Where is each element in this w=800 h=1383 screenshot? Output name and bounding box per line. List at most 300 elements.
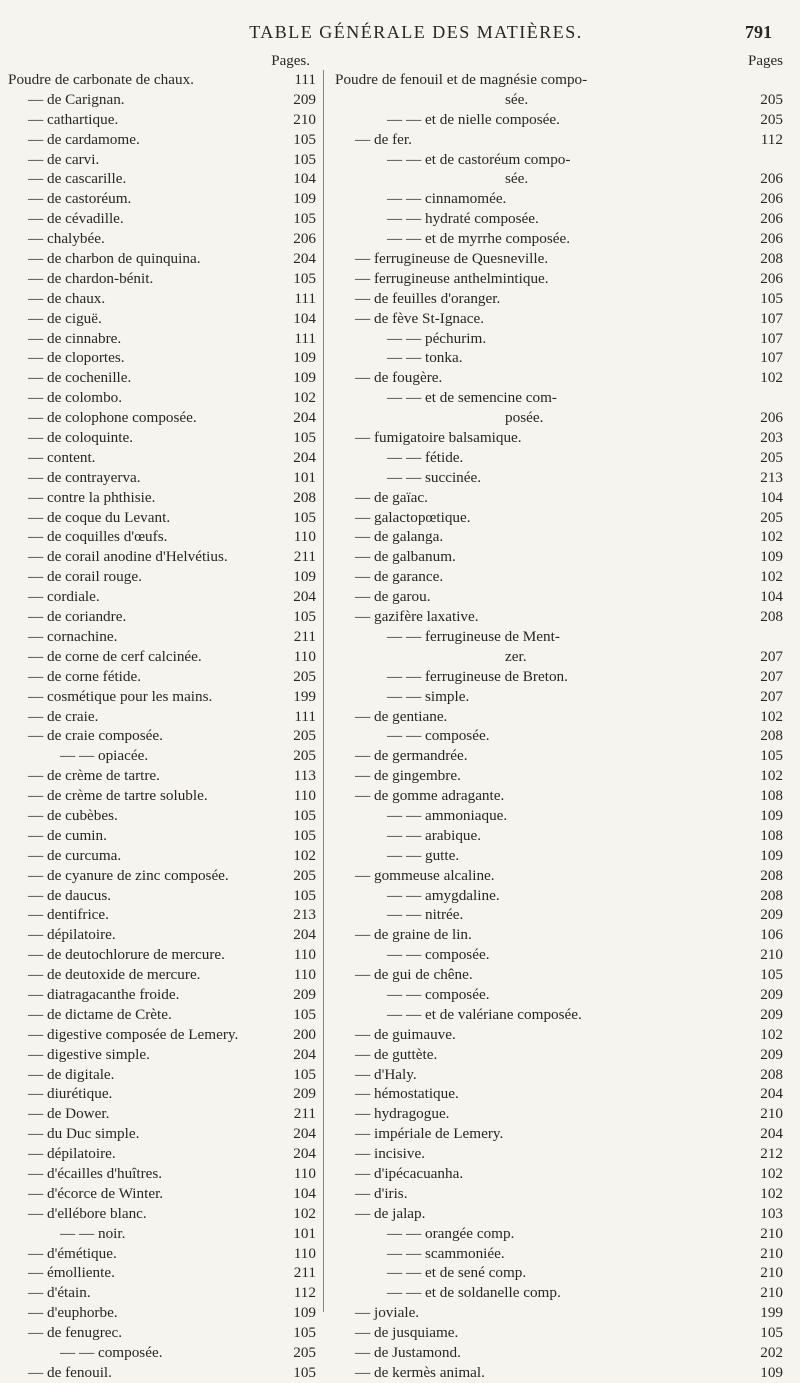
index-entry — [335, 786, 783, 806]
entry-page: 209 — [293, 90, 316, 108]
entry-text: — — composée. — [60, 1344, 163, 1361]
entry-page: 107 — [760, 349, 783, 367]
index-entry — [8, 269, 320, 289]
index-entry — [335, 687, 783, 707]
entry-text: — cathartique. — [28, 110, 119, 128]
entry-page: 111 — [294, 71, 316, 88]
entry-page: 207 — [760, 647, 783, 665]
entry-text: — de carvi. — [28, 150, 100, 168]
entry-text: — de cloportes. — [28, 349, 125, 367]
entry-text: — de deutochlorure de mercure. — [28, 946, 225, 964]
entry-text: posée. — [505, 409, 544, 427]
entry-page: 105 — [293, 826, 316, 844]
index-entry — [335, 746, 783, 766]
entry-text: — — ferrugineuse de Breton. — [387, 667, 568, 685]
left-column — [8, 52, 320, 1383]
index-entry — [335, 1124, 783, 1144]
entry-page: 102 — [760, 568, 783, 586]
page-header — [60, 22, 772, 44]
entry-page: 200 — [293, 1025, 316, 1043]
entry-page: 104 — [760, 588, 783, 606]
entry-list-left — [8, 70, 320, 1383]
entry-page: 102 — [760, 369, 783, 387]
entry-text: — — scammoniée. — [387, 1244, 505, 1262]
entry-text: — — tonka. — [387, 349, 463, 367]
entry-text: — — hydraté composée. — [387, 210, 539, 228]
index-entry — [8, 1104, 320, 1124]
index-entry — [335, 826, 783, 846]
entry-text: — — succinée. — [387, 468, 482, 486]
index-entry — [8, 209, 320, 229]
entry-page: 207 — [760, 687, 783, 705]
entry-page: 105 — [293, 269, 316, 287]
entry-text: — de cyanure de zinc composée. — [28, 866, 229, 884]
index-entry — [335, 726, 783, 746]
entry-text: — — et de soldanelle comp. — [387, 1284, 561, 1302]
entry-text: Poudre de carbonate de chaux. — [8, 71, 194, 88]
entry-text: — de Dower. — [28, 1105, 110, 1123]
index-entry — [8, 726, 320, 746]
index-entry — [8, 1084, 320, 1104]
entry-text: sée. — [505, 90, 529, 108]
column-divider — [323, 70, 324, 1312]
index-entry — [335, 348, 783, 368]
entry-text: — de contrayerva. — [28, 468, 141, 486]
entry-text: — de craie. — [28, 707, 99, 725]
entry-page: 109 — [293, 369, 316, 387]
index-entry — [335, 1323, 783, 1343]
index-entry — [335, 1303, 783, 1323]
pages-label-left: Pages. — [271, 53, 310, 69]
entry-page: 102 — [760, 707, 783, 725]
entry-page: 104 — [760, 488, 783, 506]
entry-page: 109 — [760, 806, 783, 824]
entry-page: 110 — [293, 946, 316, 964]
index-entry — [335, 1263, 783, 1283]
index-entry — [335, 965, 783, 985]
entry-text: — de fougère. — [355, 369, 443, 387]
index-entry — [8, 1144, 320, 1164]
entry-text: — de charbon de quinquina. — [28, 250, 201, 268]
entry-page: 112 — [760, 130, 783, 148]
entry-text: — de curcuma. — [28, 846, 122, 864]
index-entry — [335, 329, 783, 349]
index-entry — [8, 965, 320, 985]
index-entry — [8, 766, 320, 786]
index-entry — [335, 249, 783, 269]
entry-page: 210 — [760, 1244, 783, 1262]
entry-page: 109 — [760, 1363, 783, 1381]
entry-text: — d'ellébore blanc. — [28, 1204, 147, 1222]
entry-text: — de colophone composée. — [28, 409, 197, 427]
entry-text: — de castoréum. — [28, 190, 132, 208]
index-entry — [8, 348, 320, 368]
entry-text: — diatragacanthe froide. — [28, 985, 180, 1003]
entry-text: — galactopœtique. — [355, 508, 471, 526]
entry-page: 205 — [760, 110, 783, 128]
entry-text: — de garance. — [355, 568, 444, 586]
entry-page: 208 — [760, 886, 783, 904]
index-entry — [335, 408, 783, 428]
entry-page: 209 — [760, 1045, 783, 1063]
entry-text: — — et de myrrhe composée. — [387, 230, 571, 248]
index-entry — [335, 667, 783, 687]
entry-page: 105 — [293, 608, 316, 626]
index-entry — [335, 110, 783, 130]
entry-text: — hydragogue. — [355, 1105, 450, 1123]
entry-text: — — et de nielle composée. — [387, 110, 560, 128]
entry-page: 208 — [760, 250, 783, 268]
index-entry — [335, 229, 783, 249]
index-entry — [335, 1204, 783, 1224]
entry-page: 210 — [760, 1264, 783, 1282]
entry-page: 107 — [760, 309, 783, 327]
entry-page: 203 — [760, 429, 783, 447]
entry-text: — de Carignan. — [28, 90, 125, 108]
entry-text: — — ferrugineuse de Ment- — [387, 627, 560, 645]
entry-text: — d'écorce de Winter. — [28, 1184, 164, 1202]
entry-page: 205 — [760, 508, 783, 526]
index-entry — [8, 189, 320, 209]
index-entry — [335, 905, 783, 925]
index-entry — [8, 229, 320, 249]
right-column — [335, 52, 783, 1383]
index-entry — [8, 866, 320, 886]
entry-text: — — gutte. — [387, 846, 460, 864]
index-entry — [8, 70, 320, 90]
index-entry — [8, 1263, 320, 1283]
index-entry — [335, 488, 783, 508]
entry-text: — de gaïac. — [355, 488, 428, 506]
entry-page: 112 — [293, 1284, 316, 1302]
entry-page: 108 — [760, 787, 783, 805]
entry-page: 102 — [760, 767, 783, 785]
index-entry — [335, 925, 783, 945]
entry-text: — de gui de chêne. — [355, 966, 473, 984]
entry-text: — de fenouil. — [28, 1363, 112, 1381]
index-entry — [8, 1323, 320, 1343]
entry-page: 204 — [293, 250, 316, 268]
entry-text: — de fève St-Ignace. — [355, 309, 485, 327]
index-entry — [8, 150, 320, 170]
index-entry — [335, 707, 783, 727]
entry-page: 109 — [760, 846, 783, 864]
entry-page: 105 — [293, 886, 316, 904]
index-entry — [335, 607, 783, 627]
entry-text: — — arabique. — [387, 826, 482, 844]
entry-text: — de craie composée. — [28, 727, 163, 745]
entry-page: 210 — [293, 110, 316, 128]
entry-page: 209 — [293, 985, 316, 1003]
index-entry — [8, 627, 320, 647]
index-entry — [8, 1065, 320, 1085]
index-entry — [335, 269, 783, 289]
entry-text: — de dictame de Crète. — [28, 1005, 172, 1023]
index-entry — [335, 448, 783, 468]
index-entry — [335, 428, 783, 448]
entry-page: 204 — [293, 926, 316, 944]
index-entry — [335, 866, 783, 886]
entry-page: 199 — [293, 687, 316, 705]
entry-text: — émolliente. — [28, 1264, 115, 1282]
index-entry — [8, 527, 320, 547]
index-entry — [335, 806, 783, 826]
entry-page: 213 — [293, 906, 316, 924]
entry-text: — d'étain. — [28, 1284, 91, 1302]
entry-text: — de coloquinte. — [28, 429, 134, 447]
index-entry — [335, 1065, 783, 1085]
index-entry — [335, 1164, 783, 1184]
entry-text: — — amygdaline. — [387, 886, 500, 904]
index-entry — [335, 547, 783, 567]
entry-text: — — simple. — [387, 687, 470, 705]
index-entry — [8, 547, 320, 567]
entry-text: — de gomme adragante. — [355, 787, 505, 805]
entry-page: 102 — [760, 528, 783, 546]
entry-page: 102 — [760, 1025, 783, 1043]
entry-text: sée. — [505, 170, 529, 188]
index-entry — [8, 687, 320, 707]
index-entry — [335, 766, 783, 786]
index-entry — [335, 647, 783, 667]
entry-page: 105 — [760, 1324, 783, 1342]
entry-text: — de germandrée. — [355, 747, 468, 765]
entry-text: — — noir. — [60, 1224, 126, 1242]
entry-text: — — péchurim. — [387, 329, 487, 347]
entry-page: 108 — [760, 826, 783, 844]
entry-page: 202 — [760, 1344, 783, 1361]
entry-text: — de digitale. — [28, 1065, 115, 1083]
entry-page: 109 — [760, 548, 783, 566]
entry-text: — de gingembre. — [355, 767, 461, 785]
entry-text: — de crème de tartre soluble. — [28, 787, 208, 805]
index-entry — [8, 1025, 320, 1045]
index-entry — [8, 707, 320, 727]
index-entry — [8, 90, 320, 110]
entry-page: 105 — [293, 1065, 316, 1083]
entry-page: 208 — [760, 608, 783, 626]
entry-page: 205 — [293, 747, 316, 765]
entry-text: — cosmétique pour les mains. — [28, 687, 213, 705]
entry-text: — dentifrice. — [28, 906, 109, 924]
index-entry — [335, 587, 783, 607]
index-entry — [8, 329, 320, 349]
index-entry — [335, 985, 783, 1005]
entry-text: — de chaux. — [28, 289, 106, 307]
index-entry — [335, 1025, 783, 1045]
entry-page: 209 — [760, 906, 783, 924]
entry-text: — de cardamome. — [28, 130, 140, 148]
entry-page: 105 — [760, 747, 783, 765]
index-entry — [335, 70, 783, 90]
index-entry — [335, 1005, 783, 1025]
entry-page: 204 — [760, 1085, 783, 1103]
entry-page: 105 — [293, 806, 316, 824]
entry-page: 109 — [293, 349, 316, 367]
entry-text: — — composée. — [387, 985, 490, 1003]
entry-page: 206 — [760, 269, 783, 287]
index-entry — [335, 1283, 783, 1303]
entry-text: — de chardon-bénit. — [28, 269, 154, 287]
entry-text: — — et de castoréum compo- — [387, 150, 571, 168]
entry-page: 111 — [294, 329, 316, 347]
entry-page: 102 — [760, 1164, 783, 1182]
entry-text: — de galanga. — [355, 528, 444, 546]
entry-page: 205 — [760, 90, 783, 108]
index-entry — [8, 1204, 320, 1224]
entry-text: — contre la phthisie. — [28, 488, 156, 506]
entry-text: — de gentiane. — [355, 707, 448, 725]
entry-text: — joviale. — [355, 1304, 420, 1322]
entry-text: — de coriandre. — [28, 608, 127, 626]
entry-text: — — fétide. — [387, 448, 464, 466]
entry-text: — dépilatoire. — [28, 926, 116, 944]
entry-page: 105 — [760, 966, 783, 984]
index-entry — [8, 388, 320, 408]
entry-page: 211 — [293, 1264, 316, 1282]
entry-text: — de galbanum. — [355, 548, 456, 566]
index-entry — [335, 527, 783, 547]
entry-text: — d'Haly. — [355, 1065, 417, 1083]
index-entry — [8, 468, 320, 488]
index-entry — [8, 408, 320, 428]
index-entry — [335, 468, 783, 488]
entry-text: Poudre de fenouil et de magnésie compo- — [335, 71, 588, 88]
entry-text: — ferrugineuse de Quesneville. — [355, 250, 549, 268]
index-entry — [8, 488, 320, 508]
entry-page: 110 — [293, 966, 316, 984]
entry-page: 110 — [293, 1244, 316, 1262]
entry-page: 211 — [293, 627, 316, 645]
entry-text: — gommeuse alcaline. — [355, 866, 495, 884]
entry-page: 199 — [760, 1304, 783, 1322]
entry-page: 204 — [293, 409, 316, 427]
entry-page: 102 — [293, 1204, 316, 1222]
entry-page: 103 — [760, 1204, 783, 1222]
index-entry — [335, 289, 783, 309]
index-entry — [8, 1124, 320, 1144]
entry-page: 105 — [293, 429, 316, 447]
index-entry — [8, 567, 320, 587]
entry-text: — — orangée comp. — [387, 1224, 515, 1242]
entry-text: — de jalap. — [355, 1204, 426, 1222]
index-entry — [335, 1363, 783, 1383]
entry-text: — de guttète. — [355, 1045, 438, 1063]
index-entry — [8, 309, 320, 329]
entry-text: — de corail anodine d'Helvétius. — [28, 548, 228, 566]
entry-page: 204 — [293, 448, 316, 466]
entry-text: — — ammoniaque. — [387, 806, 508, 824]
index-entry — [335, 1144, 783, 1164]
entry-page: 102 — [760, 1184, 783, 1202]
entry-page: 110 — [293, 647, 316, 665]
entry-page: 207 — [760, 667, 783, 685]
entry-text: — de cévadille. — [28, 210, 124, 228]
entry-page: 113 — [293, 767, 316, 785]
index-entry — [335, 169, 783, 189]
entry-page: 210 — [760, 946, 783, 964]
entry-page: 105 — [293, 210, 316, 228]
entry-text: — de feuilles d'oranger. — [355, 289, 501, 307]
index-entry — [8, 886, 320, 906]
entry-text: — hémostatique. — [355, 1085, 459, 1103]
entry-text: — — composée. — [387, 946, 490, 964]
entry-page: 102 — [293, 389, 316, 407]
entry-page: 206 — [760, 190, 783, 208]
entry-text: — d'ipécacuanha. — [355, 1164, 464, 1182]
index-entry — [8, 1343, 320, 1363]
entry-page: 208 — [760, 1065, 783, 1083]
entry-text: — chalybée. — [28, 230, 105, 248]
entry-page: 204 — [293, 1045, 316, 1063]
entry-page: 206 — [760, 230, 783, 248]
entry-text: — d'émétique. — [28, 1244, 117, 1262]
index-entry — [8, 1184, 320, 1204]
entry-text: — de fer. — [355, 130, 412, 148]
index-entry — [335, 368, 783, 388]
entry-page: 105 — [293, 508, 316, 526]
index-entry — [8, 1283, 320, 1303]
entry-text: — digestive composée de Lemery. — [28, 1025, 239, 1043]
index-entry — [335, 945, 783, 965]
entry-page: 208 — [293, 488, 316, 506]
entry-text: — de kermès animal. — [355, 1363, 485, 1381]
entry-page: 204 — [293, 588, 316, 606]
entry-text: — de cascarille. — [28, 170, 127, 188]
entry-text: — — et de sené comp. — [387, 1264, 527, 1282]
index-entry — [335, 846, 783, 866]
entry-page: 104 — [293, 170, 316, 188]
index-entry — [335, 150, 783, 170]
index-entry — [8, 448, 320, 468]
index-entry — [8, 130, 320, 150]
entry-text: — de corail rouge. — [28, 568, 142, 586]
entry-page: 109 — [293, 568, 316, 586]
pages-label-right: Pages — [748, 53, 783, 69]
index-entry — [8, 985, 320, 1005]
index-entry — [335, 309, 783, 329]
index-entry — [8, 508, 320, 528]
entry-page: 210 — [760, 1105, 783, 1123]
index-entry — [8, 1363, 320, 1383]
entry-page: 111 — [294, 289, 316, 307]
entry-page: 105 — [293, 1005, 316, 1023]
index-entry — [335, 567, 783, 587]
index-entry — [335, 1224, 783, 1244]
entry-page: 101 — [293, 468, 316, 486]
entry-text: — gazifère laxative. — [355, 608, 479, 626]
entry-page: 204 — [293, 1125, 316, 1143]
entry-page: 209 — [760, 985, 783, 1003]
entry-page: 110 — [293, 787, 316, 805]
index-entry — [335, 1104, 783, 1124]
entry-text: — — et de valériane composée. — [387, 1005, 582, 1023]
index-entry — [8, 249, 320, 269]
entry-page: 101 — [293, 1224, 316, 1242]
entry-page: 205 — [760, 448, 783, 466]
index-entry — [8, 667, 320, 687]
entry-page: 205 — [293, 1344, 316, 1361]
entry-text: — de cubèbes. — [28, 806, 118, 824]
entry-page: 105 — [293, 1324, 316, 1342]
entry-text: — de jusquiame. — [355, 1324, 459, 1342]
index-entry — [335, 130, 783, 150]
entry-text: — — et de semencine com- — [387, 389, 557, 407]
index-entry — [335, 90, 783, 110]
entry-page: 211 — [293, 548, 316, 566]
entry-text: — diurétique. — [28, 1085, 113, 1103]
entry-page: 105 — [760, 289, 783, 307]
